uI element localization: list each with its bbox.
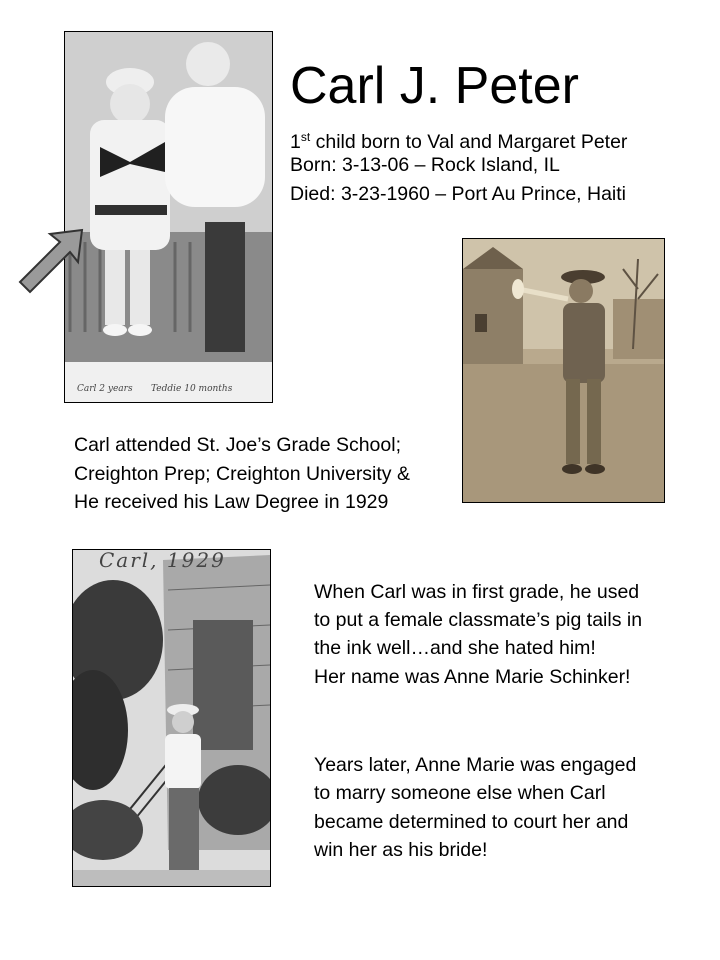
photo-children-caption-left: Carl 2 years [77, 384, 133, 394]
education-line-1: Carl attended St. Joe’s Grade School; [74, 434, 401, 456]
photo-children-caption-right: Teddie 10 months [151, 384, 233, 394]
photo-house-art [73, 550, 270, 886]
photo-house [72, 549, 271, 887]
photo-bugler-art [463, 239, 664, 502]
story1-line-1: When Carl was in first grade, he used [314, 581, 640, 603]
arrow-up-right-icon [16, 226, 88, 298]
education-line-3: He received his Law Degree in 1929 [74, 491, 389, 513]
story2-line-1: Years later, Anne Marie was engaged [314, 754, 637, 776]
page-title: Carl J. Peter [290, 57, 579, 115]
photo-children-art [65, 32, 272, 402]
story1-line-4: Her name was Anne Marie Schinker! [314, 666, 631, 688]
info-first-child: 1st child born to Val and Margaret Peter [290, 130, 628, 153]
story1-line-3: the ink well…and she hated him! [314, 637, 596, 659]
info-died: Died: 3-23-1960 – Port Au Prince, Haiti [290, 183, 627, 205]
story1-line-2: to put a female classmate’s pig tails in [314, 609, 643, 631]
story2-line-3: became determined to court her and [314, 811, 629, 833]
education-line-2: Creighton Prep; Creighton University & [74, 463, 410, 485]
story2-line-4: win her as his bride! [314, 839, 488, 861]
photo-bugler [462, 238, 665, 503]
story2-line-2: to marry someone else when Carl [314, 782, 606, 804]
photo-house-handwriting: Carl, 1929 [99, 549, 226, 572]
info-born: Born: 3-13-06 – Rock Island, IL [290, 154, 560, 176]
photo-children [64, 31, 273, 403]
